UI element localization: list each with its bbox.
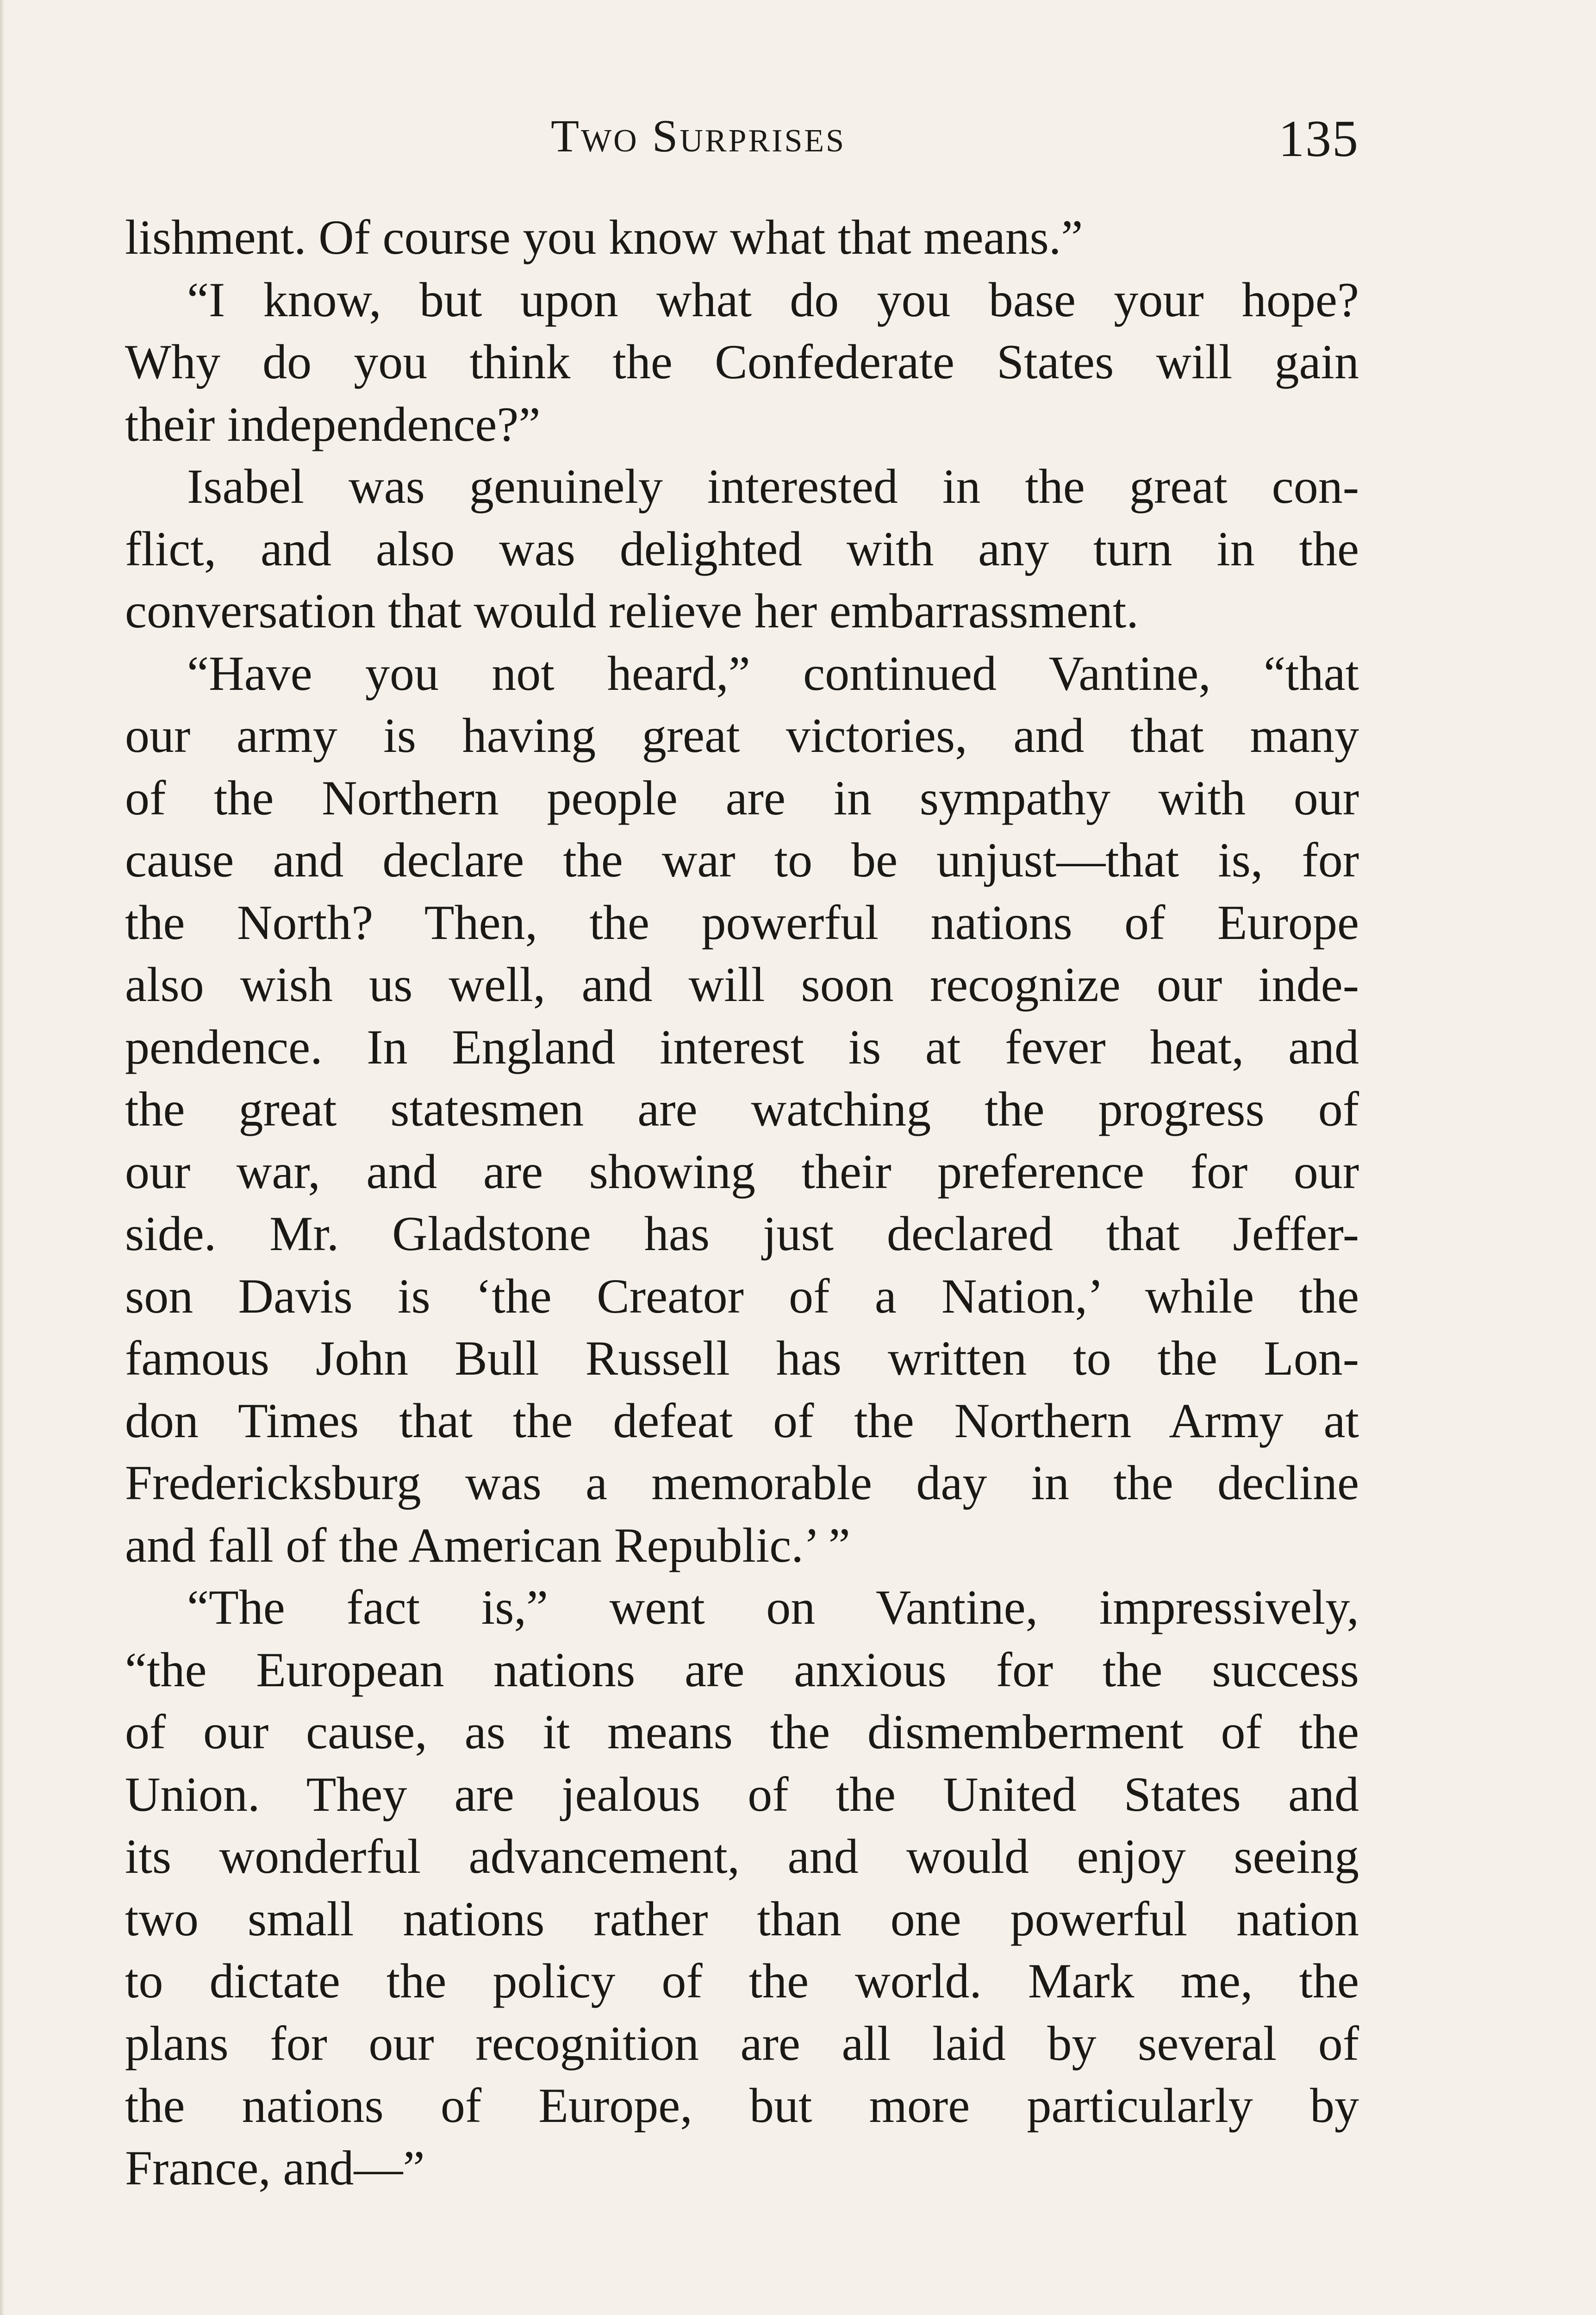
text-line: two small nations rather than one powerful nation <box>125 1891 1359 1946</box>
text-line: “Have you not heard,” continued Vantine, “that <box>187 646 1359 701</box>
running-title: Two Surprises <box>551 110 846 162</box>
text-line: son Davis is ‘the Creator of a Nation,’ while the <box>125 1269 1359 1323</box>
text-line: also wish us well, and will soon recognize our inde- <box>125 957 1359 1012</box>
text-line: famous John Bull Russell has written to the Lon- <box>125 1331 1359 1385</box>
text-line: the great statesmen are watching the progress of <box>125 1082 1359 1136</box>
text-line: lishment. Of course you know what that means.” <box>125 210 1083 264</box>
text-line: Isabel was genuinely interested in the great con- <box>187 459 1359 513</box>
text-line: their independence?” <box>125 397 541 451</box>
text-line: “I know, but upon what do you base your hope? <box>187 272 1359 327</box>
text-line: France, and—” <box>125 2140 425 2195</box>
text-line: of our cause, as it means the dismemberment of the <box>125 1705 1359 1759</box>
text-line: don Times that the defeat of the Northern Army at <box>125 1393 1359 1448</box>
text-line: Why do you think the Confederate States will gain <box>125 335 1359 389</box>
text-line: conversation that would relieve her embarrassment. <box>125 584 1139 638</box>
text-line: pendence. In England interest is at fever heat, and <box>125 1020 1359 1074</box>
page-number: 135 <box>1278 110 1359 168</box>
text-line: flict, and also was delighted with any turn in the <box>125 521 1359 576</box>
text-line: Fredericksburg was a memorable day in the decline <box>125 1456 1359 1510</box>
text-line: its wonderful advancement, and would enjoy seeing <box>125 1829 1359 1883</box>
page-edge-shadow <box>0 0 5 2315</box>
text-line: the North? Then, the powerful nations of Europe <box>125 895 1359 950</box>
text-line: plans for our recognition are all laid by several of <box>125 2016 1359 2071</box>
text-line: side. Mr. Gladstone has just declared that Jeffer- <box>125 1207 1359 1261</box>
text-line: our war, and are showing their preference for our <box>125 1144 1359 1199</box>
text-line: our army is having great victories, and that many <box>125 708 1359 763</box>
text-line: cause and declare the war to be unjust—that is, for <box>125 833 1359 887</box>
text-line: Union. They are jealous of the United States and <box>125 1767 1359 1821</box>
text-line: to dictate the policy of the world. Mark me, the <box>125 1954 1359 2008</box>
text-line: “the European nations are anxious for the success <box>125 1642 1359 1697</box>
text-line: of the Northern people are in sympathy with our <box>125 770 1359 825</box>
text-line: the nations of Europe, but more particularly by <box>125 2078 1359 2133</box>
running-head <box>125 109 1359 179</box>
body-text <box>125 206 1359 2199</box>
text-line: and fall of the American Republic.’ ” <box>125 1518 850 1572</box>
text-line: “The fact is,” went on Vantine, impressively, <box>187 1580 1359 1634</box>
